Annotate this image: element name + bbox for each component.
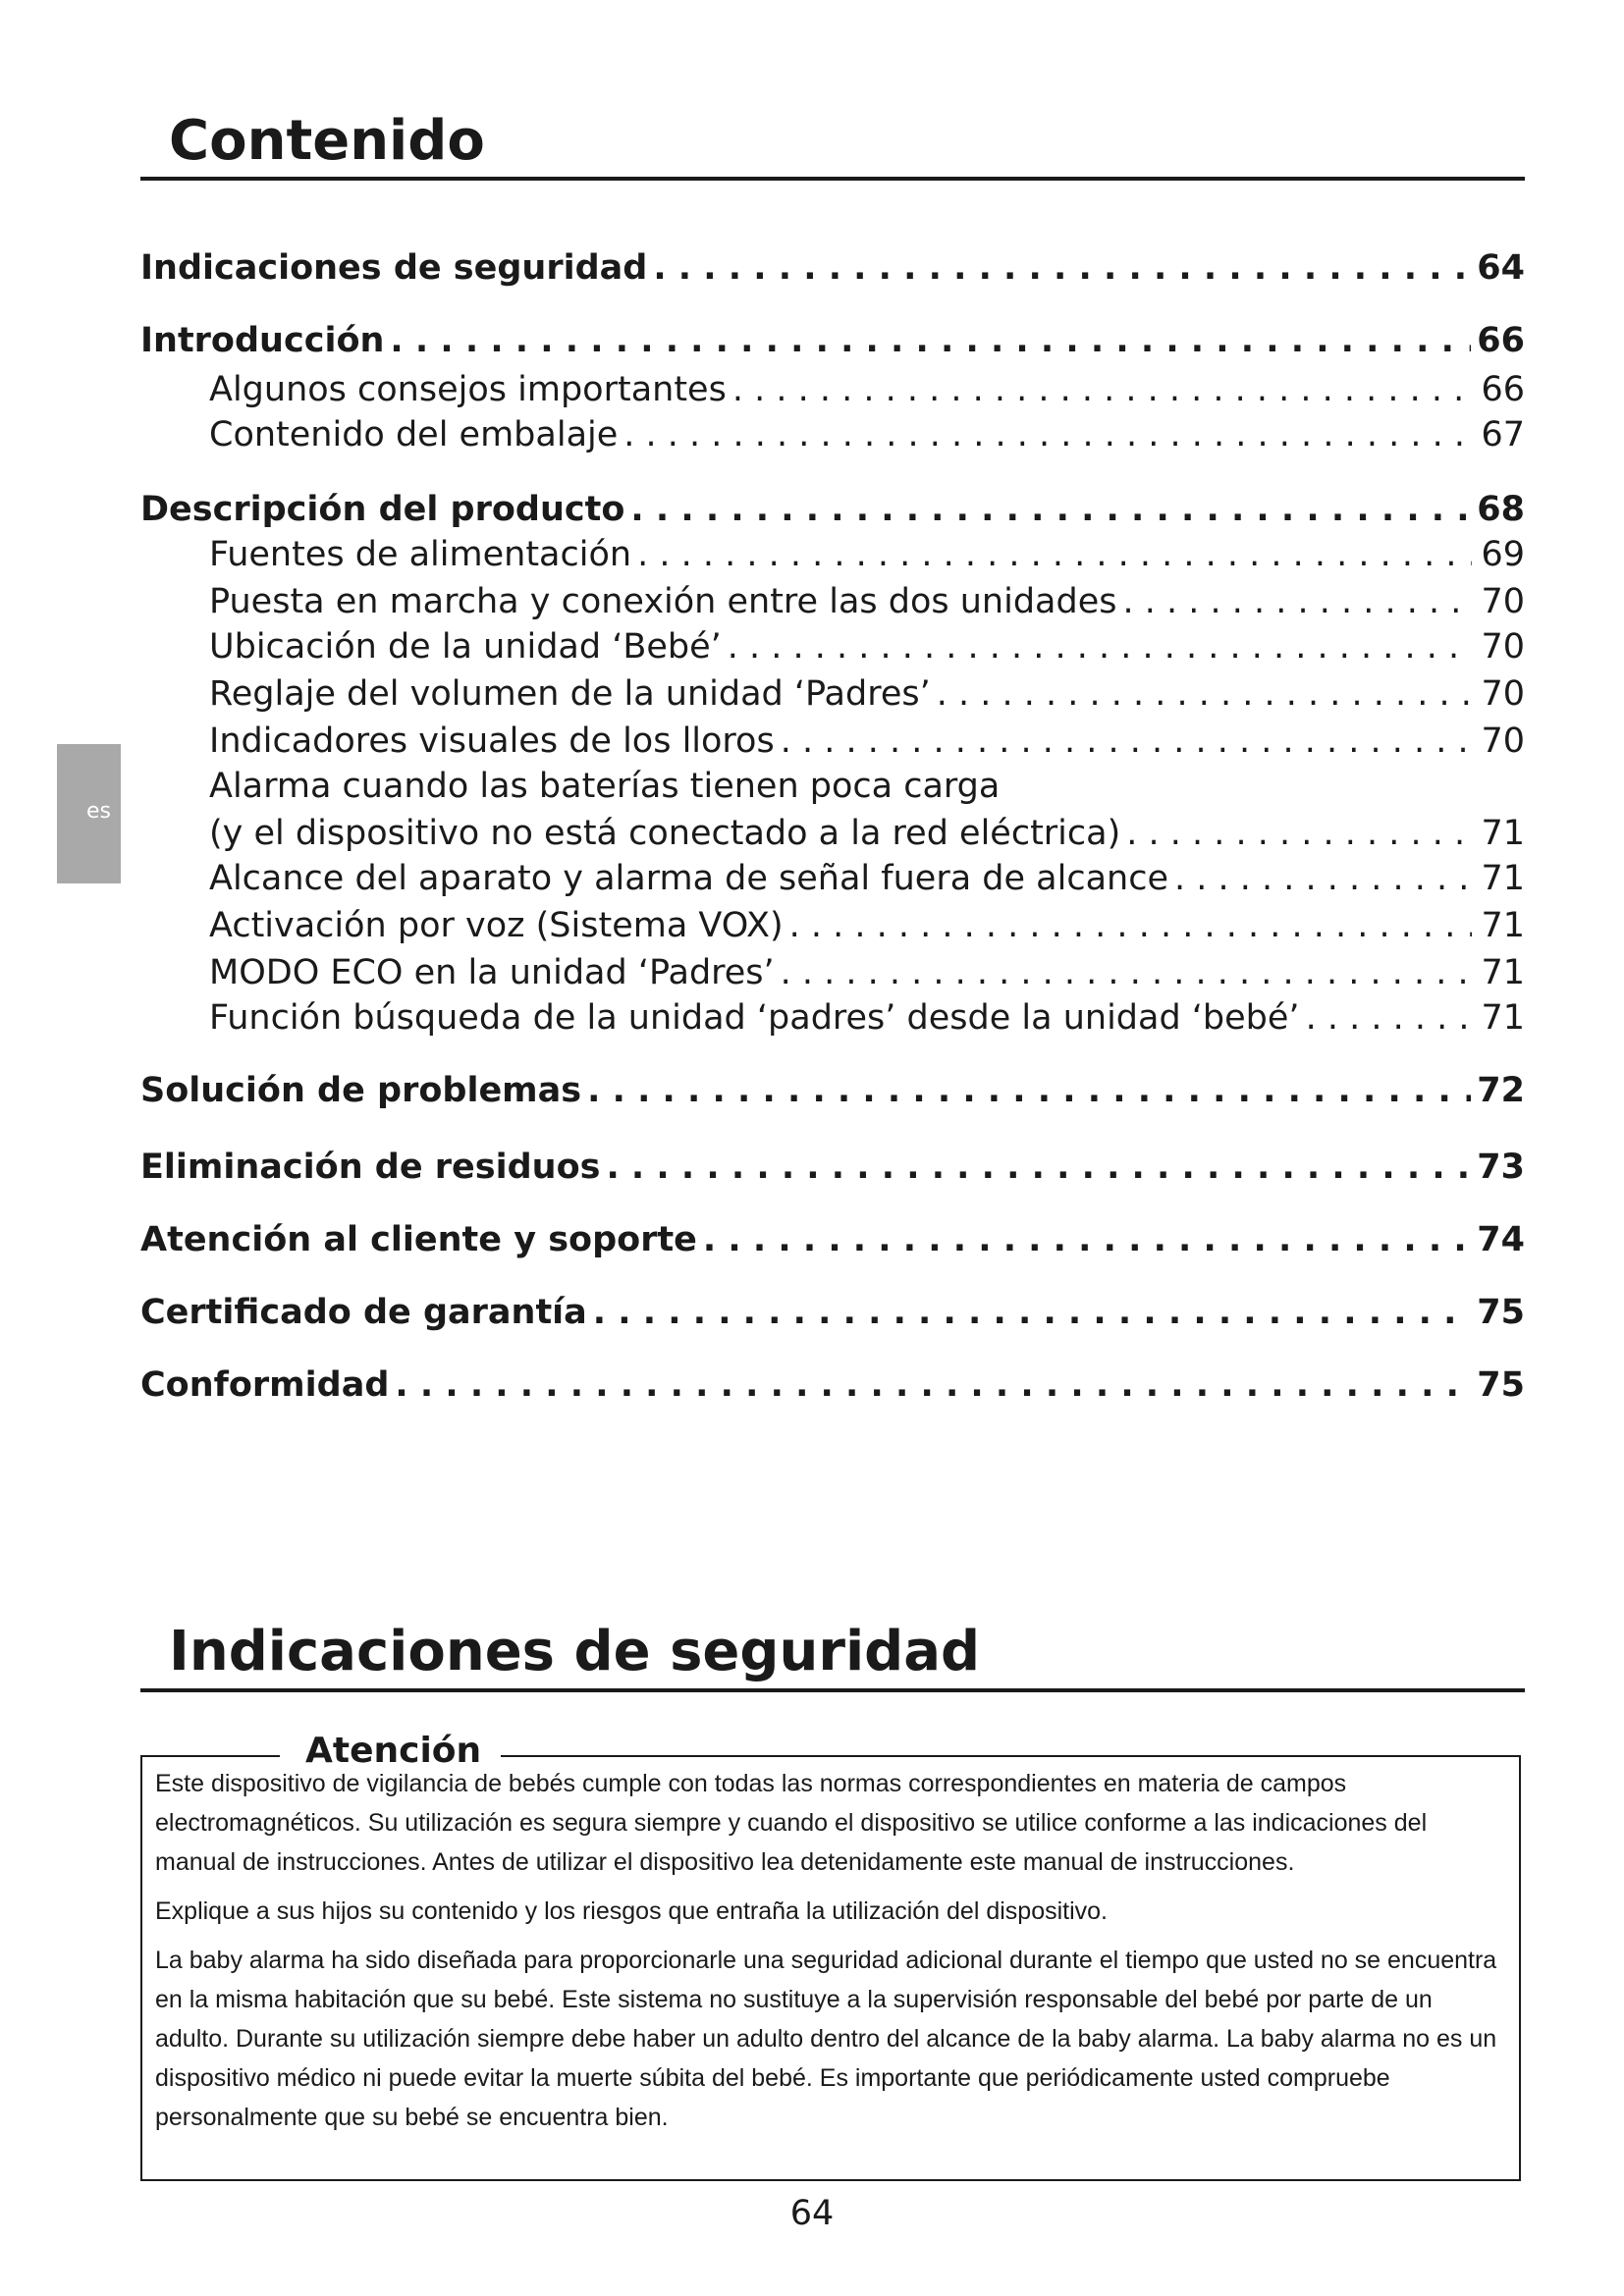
toc-leader [703,1215,1471,1264]
toc-entry-volumen[interactable] [209,671,1525,717]
toc-entry-page: 64 [1477,248,1525,288]
toc-entry-page: 67 [1481,415,1525,454]
warning-body [155,1764,1510,2137]
language-tab-label: es [86,799,111,824]
toc-entry-page: 75 [1477,1365,1525,1405]
toc-entry-puesta-en-marcha[interactable] [209,579,1525,624]
toc-entry-page: 70 [1481,674,1525,714]
toc-entry-alimentacion[interactable] [209,532,1525,577]
toc-entry-ubicacion[interactable] [209,624,1525,669]
toc-entry-label: Algunos consejos importantes [209,370,727,409]
toc-entry-page: 66 [1477,321,1525,360]
toc-leader [587,1066,1471,1115]
toc-entry-conformidad[interactable] [140,1361,1525,1410]
toc-leader [637,532,1472,577]
warning-paragraph: La baby alarma ha sido diseñada para proporcionarle una seguridad adicional durante el tiempo que usted no se encuentra en la misma habitación que su bebé. Este sistema no sustituye a la supervisión responsable del bebé por parte de un adulto. Durante su utilización siempre debe haber un adulto dentro del alcance de la baby alarma. La baby alarma no es un dispositivo médico ni puede evitar la muerte súbita del bebé. Es importante que periódicamente usted compruebe personalmente que su bebé se encuentra bien. [155,1947,1497,2131]
toc-entry-embalaje[interactable] [209,412,1525,457]
section-divider [140,1688,1525,1692]
warning-paragraph: Explique a sus hijos su contenido y los riesgos que entraña la utilización del dispositivo. [155,1897,1109,1925]
toc-entry-indicaciones[interactable] [140,243,1525,293]
toc-leader [593,1288,1471,1337]
toc-entry-page: 66 [1481,370,1525,409]
warning-label: Atención [280,1728,501,1775]
toc-entry-atencion[interactable] [140,1215,1525,1264]
toc-leader [937,671,1472,717]
toc-leader [1306,995,1472,1041]
toc-entry-label: Ubicación de la unidad ‘Bebé’ [209,627,722,667]
toc-leader [653,243,1471,293]
toc-entry-page: 71 [1481,859,1525,898]
toc-leader [1122,579,1472,624]
toc-entry-label: Solución de problemas [140,1071,582,1110]
toc-entry-consejos[interactable] [209,367,1525,412]
toc-entry-label: Conformidad [140,1365,390,1405]
toc-leader [630,485,1471,534]
toc-entry-page: 73 [1477,1148,1525,1187]
toc-entry-alarma-baterias-cont[interactable] [209,811,1525,856]
toc-leader [781,719,1472,764]
toc-leader [728,624,1472,669]
toc-entry-label: Eliminación de residuos [140,1148,601,1187]
language-tab [57,744,121,883]
toc-entry-page: 70 [1481,582,1525,621]
toc-entry-page: 75 [1477,1293,1525,1332]
title-divider [140,177,1525,181]
toc-leader [1126,811,1472,856]
toc-entry-solucion[interactable] [140,1066,1525,1115]
toc-entry-page: 71 [1481,814,1525,853]
toc-entry-indicadores[interactable] [209,719,1525,764]
toc-entry-label: Fuentes de alimentación [209,535,632,574]
toc-entry-eliminacion[interactable] [140,1143,1525,1192]
toc-entry-descripcion[interactable] [140,485,1525,534]
toc-entry-alarma-baterias[interactable] [209,764,1525,809]
toc-entry-vox[interactable] [209,903,1525,948]
toc-entry-label: Alarma cuando las baterías tienen poca carga [209,767,1001,806]
toc-entry-label: Reglaje del volumen de la unidad ‘Padres’ [209,674,931,714]
toc-entry-page: 71 [1481,953,1525,992]
toc-entry-label: Contenido del embalaje [209,415,619,454]
toc-leader [390,316,1471,365]
toc-leader [781,950,1472,995]
toc-entry-alcance[interactable] [209,856,1525,901]
toc-entry-page: 71 [1481,998,1525,1038]
page-number: 64 [789,2194,835,2233]
toc-entry-label: Activación por voz (Sistema VOX) [209,906,784,945]
toc-entry-label: Certificado de garantía [140,1293,587,1332]
section-title: Indicaciones de seguridad [169,1620,981,1683]
toc-entry-page: 71 [1481,906,1525,945]
toc-entry-label: Indicaciones de seguridad [140,248,648,288]
toc-entry-page: 74 [1477,1220,1525,1259]
page-title: Contenido [169,109,485,173]
toc-entry-label: Atención al cliente y soporte [140,1220,697,1259]
toc-entry-label: Descripción del producto [140,490,625,529]
toc-leader [732,367,1472,412]
toc-entry-label: Introducción [140,321,385,360]
toc-leader [395,1361,1471,1410]
toc-entry-page: 68 [1477,490,1525,529]
toc-entry-label: Alcance del aparato y alarma de señal fuera de alcance [209,859,1168,898]
toc-entry-label: Función búsqueda de la unidad ‘padres’ desde la unidad ‘bebé’ [209,998,1300,1038]
toc-entry-busqueda[interactable] [209,995,1525,1041]
toc-leader [1174,856,1472,901]
toc-leader [606,1143,1471,1192]
toc-leader [789,903,1472,948]
toc-entry-introduccion[interactable] [140,316,1525,365]
toc-entry-modo-eco[interactable] [209,950,1525,995]
toc-entry-label: (y el dispositivo no está conectado a la red eléctrica) [209,814,1121,853]
toc-entry-label: Indicadores visuales de los lloros [209,721,775,761]
toc-entry-garantia[interactable] [140,1288,1525,1337]
toc-entry-page: 69 [1481,535,1525,574]
toc-entry-page: 70 [1481,721,1525,761]
toc-entry-page: 72 [1477,1071,1525,1110]
warning-paragraph: Este dispositivo de vigilancia de bebés cumple con todas las normas correspondientes en materia de campos electromagnéticos. Su utilización es segura siempre y cuando el dispositivo se utilice conforme a las indicaciones del manual de instrucciones. Antes de utilizar el dispositivo lea detenidamente este manual de instrucciones. [155,1770,1428,1876]
toc-entry-label: MODO ECO en la unidad ‘Padres’ [209,953,775,992]
toc-entry-label: Puesta en marcha y conexión entre las dos unidades [209,582,1117,621]
toc-leader [623,412,1472,457]
toc-entry-page: 70 [1481,627,1525,667]
